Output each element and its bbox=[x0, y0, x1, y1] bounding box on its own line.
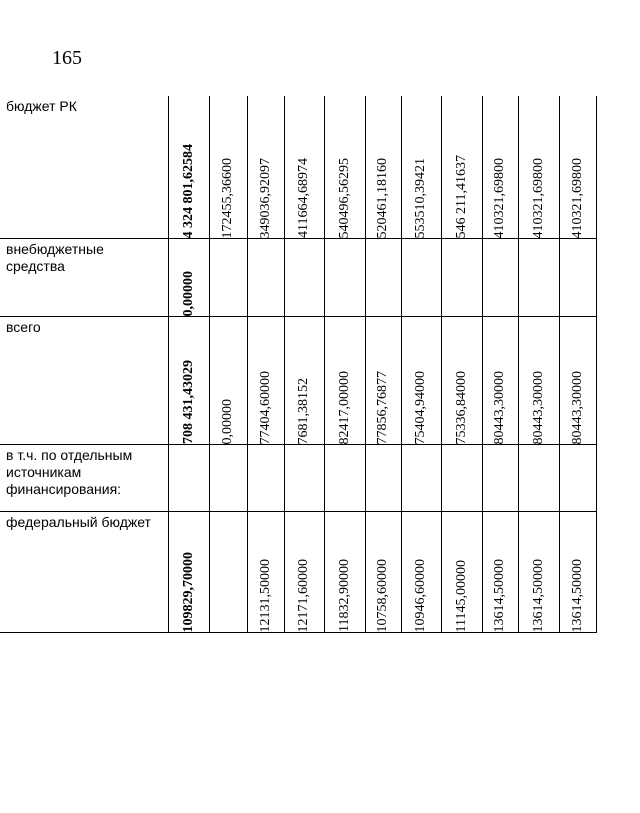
value-cell bbox=[324, 445, 365, 512]
value-cell bbox=[401, 445, 441, 512]
cell-value: 0,00000 bbox=[220, 398, 235, 444]
total-cell bbox=[168, 317, 209, 445]
value-cell bbox=[365, 317, 401, 445]
cell-value: 82417,00000 bbox=[336, 370, 352, 444]
value-cell bbox=[209, 239, 247, 317]
total-value: 0,00000 bbox=[180, 270, 196, 316]
cell-value: 553510,39421 bbox=[413, 157, 428, 238]
total-value: 708 431,43029 bbox=[180, 360, 196, 444]
row-label: внебюджетные средства bbox=[6, 241, 104, 274]
total-cell bbox=[168, 96, 209, 239]
value-cell bbox=[284, 445, 324, 512]
cell-value: 75336,84000 bbox=[453, 370, 469, 444]
cell-value: 77404,60000 bbox=[257, 370, 273, 444]
value-cell bbox=[518, 512, 559, 633]
value-cell bbox=[284, 317, 324, 445]
cell-value: 410321,69800 bbox=[492, 157, 507, 238]
value-cell bbox=[518, 239, 559, 317]
value-cell bbox=[518, 317, 559, 445]
value-cell bbox=[441, 239, 482, 317]
cell-value: 7681,38152 bbox=[296, 377, 311, 444]
cell-value: 13614,50000 bbox=[569, 558, 585, 632]
value-cell bbox=[482, 445, 518, 512]
value-cell bbox=[365, 96, 401, 239]
value-cell bbox=[559, 96, 596, 239]
value-cell bbox=[209, 96, 247, 239]
cell-value: 10758,60000 bbox=[375, 558, 390, 632]
cell-value: 520461,18160 bbox=[375, 157, 390, 238]
cell-value: 13614,50000 bbox=[492, 558, 507, 632]
row-label-cell bbox=[0, 317, 168, 445]
value-cell bbox=[401, 512, 441, 633]
cell-value: 11145,00000 bbox=[453, 559, 469, 632]
value-cell bbox=[559, 317, 596, 445]
cell-value: 410321,69800 bbox=[530, 157, 546, 238]
cell-value: 411664,68974 bbox=[296, 158, 311, 238]
row-label-cell bbox=[0, 445, 168, 512]
table-row bbox=[0, 239, 596, 317]
value-cell bbox=[401, 317, 441, 445]
value-cell bbox=[441, 96, 482, 239]
value-cell bbox=[559, 445, 596, 512]
row-label: всего bbox=[6, 319, 41, 335]
cell-value: 172455,36600 bbox=[220, 157, 235, 238]
value-cell bbox=[284, 96, 324, 239]
value-cell bbox=[482, 239, 518, 317]
cell-value: 11832,90000 bbox=[336, 559, 352, 632]
value-cell bbox=[324, 239, 365, 317]
cell-value: 80443,30000 bbox=[492, 370, 507, 444]
cell-value: 13614,50000 bbox=[530, 558, 546, 632]
value-cell bbox=[365, 445, 401, 512]
value-cell bbox=[247, 239, 284, 317]
value-cell bbox=[559, 239, 596, 317]
value-cell bbox=[365, 239, 401, 317]
value-cell bbox=[482, 512, 518, 633]
value-cell bbox=[401, 96, 441, 239]
value-cell bbox=[209, 512, 247, 633]
row-label: бюджет РК bbox=[6, 98, 77, 114]
value-cell bbox=[559, 512, 596, 633]
row-label-cell bbox=[0, 512, 168, 633]
value-cell bbox=[324, 512, 365, 633]
total-value: 4 324 801,62584 bbox=[180, 143, 196, 238]
value-cell bbox=[518, 96, 559, 239]
cell-value: 349036,92097 bbox=[257, 157, 273, 238]
value-cell bbox=[441, 445, 482, 512]
table-row bbox=[0, 317, 596, 445]
value-cell bbox=[247, 445, 284, 512]
value-cell bbox=[284, 239, 324, 317]
row-label: федеральный бюджет bbox=[6, 514, 151, 530]
cell-value: 80443,30000 bbox=[569, 370, 585, 444]
row-label: в т.ч. по отдельным источникам финансирования: bbox=[6, 447, 133, 497]
value-cell bbox=[247, 512, 284, 633]
cell-value: 540496,56295 bbox=[336, 157, 352, 238]
value-cell bbox=[441, 317, 482, 445]
value-cell bbox=[247, 317, 284, 445]
budget-table bbox=[0, 96, 597, 633]
value-cell bbox=[365, 512, 401, 633]
value-cell bbox=[482, 96, 518, 239]
table-row bbox=[0, 512, 596, 633]
value-cell bbox=[401, 239, 441, 317]
value-cell bbox=[324, 317, 365, 445]
cell-value: 12171,60000 bbox=[296, 558, 311, 632]
cell-value: 12131,50000 bbox=[257, 558, 273, 632]
page-number: 165 bbox=[52, 47, 82, 69]
row-label-cell bbox=[0, 96, 168, 239]
cell-value: 410321,69800 bbox=[569, 157, 585, 238]
total-cell bbox=[168, 512, 209, 633]
cell-value: 75404,94000 bbox=[413, 370, 428, 444]
value-cell bbox=[209, 445, 247, 512]
total-cell bbox=[168, 239, 209, 317]
cell-value: 80443,30000 bbox=[530, 370, 546, 444]
cell-value: 10946,60000 bbox=[413, 558, 428, 632]
value-cell bbox=[482, 317, 518, 445]
value-cell bbox=[324, 96, 365, 239]
value-cell bbox=[247, 96, 284, 239]
value-cell bbox=[441, 512, 482, 633]
value-cell bbox=[284, 512, 324, 633]
value-cell bbox=[518, 445, 559, 512]
row-label-cell bbox=[0, 239, 168, 317]
table-row bbox=[0, 445, 596, 512]
cell-value: 77856,76877 bbox=[375, 370, 390, 444]
total-value: 109829,70000 bbox=[180, 551, 196, 632]
value-cell bbox=[209, 317, 247, 445]
total-cell bbox=[168, 445, 209, 512]
table-row bbox=[0, 96, 596, 239]
cell-value: 546 211,41637 bbox=[453, 154, 469, 238]
